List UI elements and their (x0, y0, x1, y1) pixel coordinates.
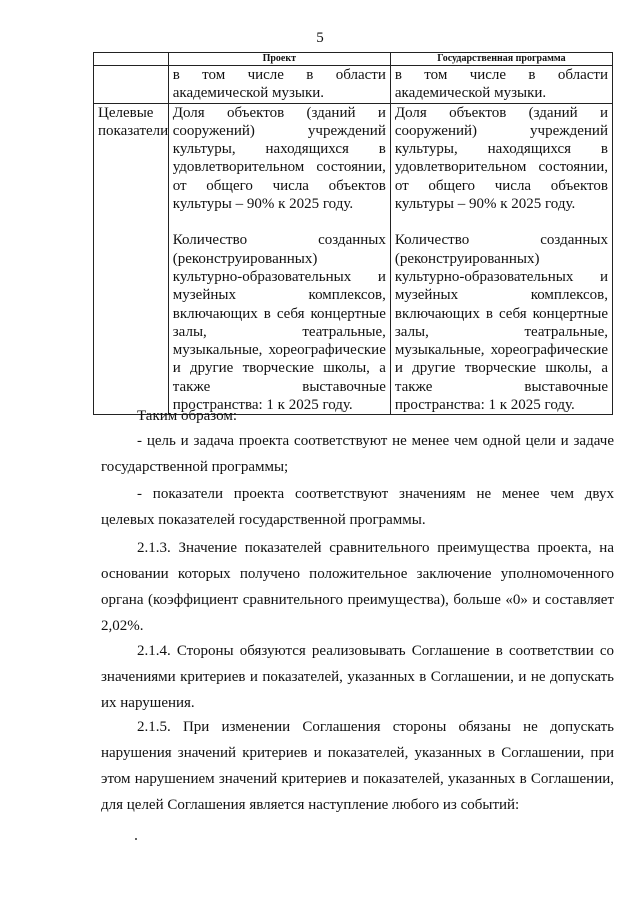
project-indicator-2: Количество созданных (реконструированных) культурно-образовательных и музейных комплексов, включающих в себя концертные залы, театральные, музыкальные, хореографические и другие творческие школы, а также выставочные пространства: 1 к 2025 году. (172, 232, 386, 414)
program-indicator-1: Доля объектов (зданий и сооружений) учреждений культуры, находящихся в удовлетворительном состоянии, от общего числа объектов культуры – 90% к 2025 году. (394, 104, 608, 213)
comparison-table (93, 52, 613, 415)
project-indicator-1: Доля объектов (зданий и сооружений) учреждений культуры, находящихся в удовлетворительном состоянии, от общего числа объектов культуры – 90% к 2025 году. (172, 104, 386, 213)
table-row (94, 66, 613, 104)
project-cell (168, 103, 390, 415)
program-cell (390, 103, 612, 415)
project-text: в том числе в области академической музыки. (172, 67, 386, 102)
header-cell-empty (94, 53, 169, 66)
bullet-goal: - цель и задача проекта соответствуют не менее чем одной цели и задаче государственной программы; (101, 433, 614, 475)
header-cell-program: Государственная программа (390, 53, 612, 66)
paragraph-2-1-4: 2.1.4. Стороны обязуются реализовывать Соглашение в соответствии со значениями критериев и показателей, указанных в Соглашении, и не допускать их нарушения. (101, 643, 614, 711)
header-cell-project: Проект (168, 53, 390, 66)
table-row (94, 103, 613, 415)
project-cell (168, 66, 390, 104)
program-indicator-2: Количество созданных (реконструированных) культурно-образовательных и музейных комплексов, включающих в себя концертные залы, театральные, музыкальные, хореографические и другие творческие школы, а также выставочные пространства: 1 к 2025 году. (394, 232, 608, 414)
page-number: 5 (316, 30, 324, 46)
scan-speck (135, 838, 137, 840)
paragraph-2-1-3: 2.1.3. Значение показателей сравнительного преимущества проекта, на основании которых получено положительное заключение уполномоченного органа (коэффициент сравнительного преимущества), больше «0» и составляет 2,02%. (101, 540, 614, 634)
thus-line: Таким образом: (137, 408, 238, 424)
paragraph-2-1-5: 2.1.5. При изменении Соглашения стороны обязаны не допускать нарушения значений критериев и показателей, указанных в Соглашении, при этом нарушением значений критериев и показателей, указанных в Соглашении, для целей Соглашения является наступление любого из событий: (101, 719, 614, 813)
program-text: в том числе в области академической музыки. (394, 67, 608, 102)
row-label: Целевые показатели (94, 103, 169, 415)
table-header-row (94, 53, 613, 66)
bullet-indicators: - показатели проекта соответствуют значениям не менее чем двух целевых показателей государственной программы. (101, 486, 614, 528)
program-cell (390, 66, 612, 104)
row-label (94, 66, 169, 104)
